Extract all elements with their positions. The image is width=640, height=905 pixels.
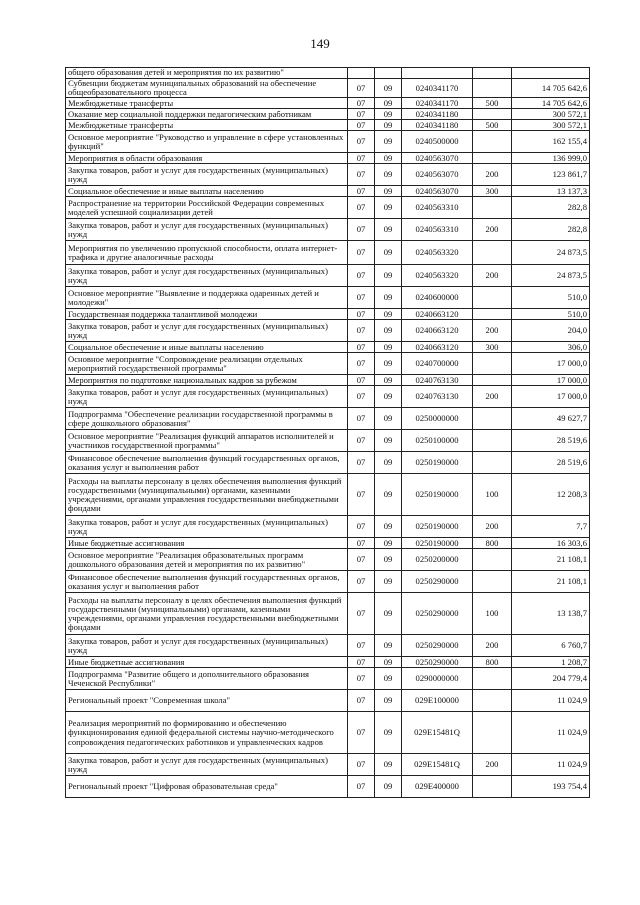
row-target-article: 0250190000: [402, 452, 473, 474]
row-expense-type: 800: [473, 538, 512, 549]
row-target-article: 0250290000: [402, 571, 473, 593]
row-name: Субвенции бюджетам муниципальных образований на обеспечение общеобразовательного процесса: [66, 79, 348, 98]
table-row: [66, 98, 590, 109]
table-row: [66, 549, 590, 571]
row-name: Государственная поддержка талантливой молодежи: [66, 309, 348, 320]
row-section: 07: [348, 474, 375, 516]
table-row: [66, 164, 590, 186]
budget-table: [65, 67, 590, 798]
row-amount: 510,0: [512, 287, 590, 309]
table-row: [66, 571, 590, 593]
row-target-article: 0240563320: [402, 265, 473, 287]
row-section: 07: [348, 593, 375, 635]
row-amount: 21 108,1: [512, 549, 590, 571]
row-amount: 204 779,4: [512, 668, 590, 690]
row-subsection: 09: [375, 712, 402, 754]
table-row: [66, 754, 590, 776]
table-row: [66, 309, 590, 320]
row-name: Основное мероприятие "Сопровождение реализации отдельных мероприятий государственной программы": [66, 353, 348, 375]
row-section: 07: [348, 186, 375, 197]
table-row: [66, 219, 590, 241]
row-expense-type: [473, 375, 512, 386]
row-subsection: 09: [375, 131, 402, 153]
row-target-article: 029E15481Q: [402, 754, 473, 776]
row-target-article: 0240663120: [402, 342, 473, 353]
row-section: 07: [348, 668, 375, 690]
row-section: 07: [348, 98, 375, 109]
row-target-article: 0250290000: [402, 635, 473, 657]
table-row: [66, 776, 590, 798]
row-amount: 28 519,6: [512, 452, 590, 474]
row-subsection: 09: [375, 241, 402, 265]
row-target-article: 0240700000: [402, 353, 473, 375]
row-section: 07: [348, 657, 375, 668]
row-section: 07: [348, 430, 375, 452]
row-target-article: 0240500000: [402, 131, 473, 153]
row-name: Мероприятия по подготовке национальных кадров за рубежом: [66, 375, 348, 386]
table-row: [66, 430, 590, 452]
row-subsection: 09: [375, 320, 402, 342]
row-amount: 136 999,0: [512, 153, 590, 164]
table-row: [66, 635, 590, 657]
row-section: 07: [348, 153, 375, 164]
row-amount: 123 861,7: [512, 164, 590, 186]
row-amount: 162 155,4: [512, 131, 590, 153]
row-expense-type: [473, 668, 512, 690]
row-subsection: 09: [375, 375, 402, 386]
row-target-article: 0250000000: [402, 408, 473, 430]
table-row: [66, 186, 590, 197]
row-section: 07: [348, 538, 375, 549]
row-expense-type: [473, 241, 512, 265]
row-expense-type: [473, 452, 512, 474]
row-target-article: 0250200000: [402, 549, 473, 571]
table-row: [66, 131, 590, 153]
row-subsection: 09: [375, 109, 402, 120]
row-name: Оказание мер социальной поддержки педагогическим работникам: [66, 109, 348, 120]
row-subsection: 09: [375, 668, 402, 690]
table-row: [66, 120, 590, 131]
row-target-article: 0240600000: [402, 287, 473, 309]
table-row: [66, 265, 590, 287]
row-expense-type: 200: [473, 635, 512, 657]
row-subsection: [375, 68, 402, 79]
row-section: 07: [348, 754, 375, 776]
row-expense-type: 500: [473, 120, 512, 131]
row-subsection: 09: [375, 430, 402, 452]
row-target-article: 0250100000: [402, 430, 473, 452]
row-target-article: 0240563320: [402, 241, 473, 265]
row-target-article: 0240341180: [402, 120, 473, 131]
row-subsection: 09: [375, 657, 402, 668]
row-expense-type: 200: [473, 320, 512, 342]
table-row: [66, 109, 590, 120]
row-expense-type: 100: [473, 474, 512, 516]
row-amount: 11 024,9: [512, 690, 590, 712]
row-name: Закупка товаров, работ и услуг для государственных (муниципальных) нужд: [66, 164, 348, 186]
row-amount: 49 627,7: [512, 408, 590, 430]
row-amount: 14 705 642,6: [512, 79, 590, 98]
row-target-article: 0250190000: [402, 538, 473, 549]
row-expense-type: 300: [473, 186, 512, 197]
row-name: Основное мероприятие "Реализация образовательных программ дошкольного образования детей и мероприятия по их развитию": [66, 549, 348, 571]
row-name: Закупка товаров, работ и услуг для государственных (муниципальных) нужд: [66, 386, 348, 408]
row-target-article: 029E100000: [402, 690, 473, 712]
row-target-article: 0240663120: [402, 320, 473, 342]
row-subsection: 09: [375, 353, 402, 375]
row-target-article: 0240663120: [402, 309, 473, 320]
row-subsection: 09: [375, 408, 402, 430]
row-amount: [512, 68, 590, 79]
row-expense-type: [473, 690, 512, 712]
row-amount: 282,8: [512, 219, 590, 241]
row-name: Расходы на выплаты персоналу в целях обеспечения выполнения функций государственными (муниципальными) органами, казенными учреждениями, органами управления государственными внебюджетными фондами: [66, 474, 348, 516]
row-subsection: 09: [375, 265, 402, 287]
row-name: Закупка товаров, работ и услуг для государственных (муниципальных) нужд: [66, 320, 348, 342]
row-target-article: [402, 68, 473, 79]
row-subsection: 09: [375, 690, 402, 712]
row-expense-type: [473, 571, 512, 593]
row-subsection: 09: [375, 342, 402, 353]
row-expense-type: [473, 68, 512, 79]
row-section: 07: [348, 549, 375, 571]
row-expense-type: [473, 197, 512, 219]
row-amount: 1 208,7: [512, 657, 590, 668]
row-expense-type: 200: [473, 219, 512, 241]
row-section: 07: [348, 353, 375, 375]
table-row: [66, 353, 590, 375]
table-row: [66, 153, 590, 164]
table-row: [66, 241, 590, 265]
row-subsection: 09: [375, 164, 402, 186]
row-amount: 17 000,0: [512, 386, 590, 408]
row-expense-type: [473, 79, 512, 98]
row-name: общего образования детей и мероприятия по их развитию": [66, 68, 348, 79]
row-subsection: 09: [375, 153, 402, 164]
table-row: [66, 452, 590, 474]
row-expense-type: [473, 309, 512, 320]
row-subsection: 09: [375, 776, 402, 798]
table-row: [66, 320, 590, 342]
row-target-article: 0240763130: [402, 375, 473, 386]
table-row: [66, 668, 590, 690]
row-amount: 24 873,5: [512, 265, 590, 287]
row-section: 07: [348, 219, 375, 241]
row-section: 07: [348, 342, 375, 353]
page-number: 149: [310, 36, 330, 51]
row-expense-type: 200: [473, 164, 512, 186]
row-section: 07: [348, 386, 375, 408]
row-amount: 17 000,0: [512, 375, 590, 386]
row-subsection: 09: [375, 635, 402, 657]
row-target-article: 0240341180: [402, 109, 473, 120]
row-subsection: 09: [375, 754, 402, 776]
row-amount: 11 024,9: [512, 754, 590, 776]
row-expense-type: 200: [473, 516, 512, 538]
table-row: [66, 386, 590, 408]
row-section: 07: [348, 690, 375, 712]
table-row: [66, 375, 590, 386]
row-amount: 17 000,0: [512, 353, 590, 375]
row-section: [348, 68, 375, 79]
row-expense-type: [473, 549, 512, 571]
row-name: Основное мероприятие "Руководство и управление в сфере установленных функций": [66, 131, 348, 153]
table-row: [66, 538, 590, 549]
row-name: Социальное обеспечение и иные выплаты населению: [66, 342, 348, 353]
row-target-article: 0240563070: [402, 164, 473, 186]
row-target-article: 0250290000: [402, 593, 473, 635]
row-name: Социальное обеспечение и иные выплаты населению: [66, 186, 348, 197]
row-expense-type: [473, 353, 512, 375]
table-row: [66, 287, 590, 309]
row-subsection: 09: [375, 219, 402, 241]
table-row: [66, 593, 590, 635]
row-subsection: 09: [375, 386, 402, 408]
row-amount: 204,0: [512, 320, 590, 342]
row-target-article: 0290000000: [402, 668, 473, 690]
row-target-article: 0240563310: [402, 197, 473, 219]
row-section: 07: [348, 241, 375, 265]
row-expense-type: [473, 153, 512, 164]
row-section: 07: [348, 571, 375, 593]
table-row: [66, 712, 590, 754]
row-expense-type: 300: [473, 342, 512, 353]
row-amount: 306,0: [512, 342, 590, 353]
row-expense-type: [473, 408, 512, 430]
row-amount: 510,0: [512, 309, 590, 320]
row-name: Закупка товаров, работ и услуг для государственных (муниципальных) нужд: [66, 635, 348, 657]
row-expense-type: 200: [473, 754, 512, 776]
row-section: 07: [348, 197, 375, 219]
row-subsection: 09: [375, 452, 402, 474]
row-section: 07: [348, 120, 375, 131]
row-name: Мероприятия по увеличению пропускной способности, оплата интернет-трафика и другие аналогичные расходы: [66, 241, 348, 265]
row-name: Межбюджетные трансферты: [66, 98, 348, 109]
row-name: Закупка товаров, работ и услуг для государственных (муниципальных) нужд: [66, 754, 348, 776]
table-row: [66, 657, 590, 668]
row-amount: 13 137,3: [512, 186, 590, 197]
row-name: Закупка товаров, работ и услуг для государственных (муниципальных) нужд: [66, 265, 348, 287]
table-row: [66, 516, 590, 538]
row-expense-type: [473, 109, 512, 120]
row-target-article: 0240563070: [402, 153, 473, 164]
row-section: 07: [348, 408, 375, 430]
row-subsection: 09: [375, 474, 402, 516]
row-target-article: 029E400000: [402, 776, 473, 798]
row-target-article: 029E15481Q: [402, 712, 473, 754]
row-name: Межбюджетные трансферты: [66, 120, 348, 131]
row-expense-type: [473, 712, 512, 754]
row-section: 07: [348, 131, 375, 153]
row-section: 07: [348, 265, 375, 287]
row-expense-type: 500: [473, 98, 512, 109]
row-target-article: 0240563070: [402, 186, 473, 197]
row-target-article: 0240341170: [402, 79, 473, 98]
row-section: 07: [348, 287, 375, 309]
row-name: Финансовое обеспечение выполнения функций государственных органов, оказания услуг и выполнения работ: [66, 452, 348, 474]
table-row: [66, 690, 590, 712]
row-amount: 300 572,1: [512, 109, 590, 120]
row-section: 07: [348, 712, 375, 754]
row-expense-type: [473, 287, 512, 309]
row-section: 07: [348, 516, 375, 538]
row-name: Основное мероприятие "Реализация функций аппаратов исполнителей и участников государственной программы": [66, 430, 348, 452]
row-section: 07: [348, 452, 375, 474]
row-amount: 21 108,1: [512, 571, 590, 593]
row-name: Реализация мероприятий по формированию и обеспечению функционирования единой федеральной системы научно-методического сопровождения педагогических работников и управленческих кадров: [66, 712, 348, 754]
row-subsection: 09: [375, 79, 402, 98]
row-name: Подпрограмма "Обеспечение реализации государственной программы в сфере дошкольного образования": [66, 408, 348, 430]
row-name: Финансовое обеспечение выполнения функций государственных органов, оказания услуг и выполнения работ: [66, 571, 348, 593]
row-section: 07: [348, 375, 375, 386]
row-name: Иные бюджетные ассигнования: [66, 538, 348, 549]
row-section: 07: [348, 309, 375, 320]
row-name: Подпрограмма "Развитие общего и дополнительного образования Чеченской Республики": [66, 668, 348, 690]
row-expense-type: [473, 776, 512, 798]
row-amount: 16 303,6: [512, 538, 590, 549]
row-expense-type: 800: [473, 657, 512, 668]
row-section: 07: [348, 635, 375, 657]
row-subsection: 09: [375, 120, 402, 131]
row-name: Основное мероприятие "Выявление и поддержка одаренных детей и молодежи": [66, 287, 348, 309]
row-subsection: 09: [375, 186, 402, 197]
row-section: 07: [348, 776, 375, 798]
row-amount: 193 754,4: [512, 776, 590, 798]
row-subsection: 09: [375, 549, 402, 571]
row-expense-type: [473, 430, 512, 452]
row-expense-type: 200: [473, 386, 512, 408]
row-name: Закупка товаров, работ и услуг для государственных (муниципальных) нужд: [66, 219, 348, 241]
row-amount: 11 024,9: [512, 712, 590, 754]
table-row: [66, 197, 590, 219]
row-amount: 12 208,3: [512, 474, 590, 516]
row-name: Расходы на выплаты персоналу в целях обеспечения выполнения функций государственными (муниципальными) органами, казенными учреждениями, органами управления государственными внебюджетными фондами: [66, 593, 348, 635]
row-target-article: 0250290000: [402, 657, 473, 668]
table-row: [66, 68, 590, 79]
row-target-article: 0240763130: [402, 386, 473, 408]
row-section: 07: [348, 320, 375, 342]
row-target-article: 0240563310: [402, 219, 473, 241]
table-row: [66, 474, 590, 516]
row-name: Региональный проект "Современная школа": [66, 690, 348, 712]
row-target-article: 0250190000: [402, 474, 473, 516]
table-row: [66, 79, 590, 98]
row-name: Закупка товаров, работ и услуг для государственных (муниципальных) нужд: [66, 516, 348, 538]
row-amount: 13 138,7: [512, 593, 590, 635]
row-amount: 282,8: [512, 197, 590, 219]
row-expense-type: 100: [473, 593, 512, 635]
row-amount: 300 572,1: [512, 120, 590, 131]
row-subsection: 09: [375, 309, 402, 320]
row-name: Распространение на территории Российской Федерации современных моделей успешной социализации детей: [66, 197, 348, 219]
row-subsection: 09: [375, 287, 402, 309]
row-name: Мероприятия в области образования: [66, 153, 348, 164]
budget-table-body: [66, 68, 590, 798]
row-amount: 6 760,7: [512, 635, 590, 657]
table-row: [66, 342, 590, 353]
row-section: 07: [348, 164, 375, 186]
row-expense-type: [473, 131, 512, 153]
row-amount: 28 519,6: [512, 430, 590, 452]
row-section: 07: [348, 109, 375, 120]
row-expense-type: 200: [473, 265, 512, 287]
table-row: [66, 408, 590, 430]
row-amount: 24 873,5: [512, 241, 590, 265]
row-subsection: 09: [375, 197, 402, 219]
row-subsection: 09: [375, 538, 402, 549]
row-section: 07: [348, 79, 375, 98]
row-target-article: 0250190000: [402, 516, 473, 538]
row-subsection: 09: [375, 571, 402, 593]
row-subsection: 09: [375, 593, 402, 635]
row-name: Иные бюджетные ассигнования: [66, 657, 348, 668]
row-subsection: 09: [375, 98, 402, 109]
row-subsection: 09: [375, 516, 402, 538]
row-target-article: 0240341170: [402, 98, 473, 109]
row-amount: 14 705 642,6: [512, 98, 590, 109]
row-amount: 7,7: [512, 516, 590, 538]
row-name: Региональный проект "Цифровая образовательная среда": [66, 776, 348, 798]
